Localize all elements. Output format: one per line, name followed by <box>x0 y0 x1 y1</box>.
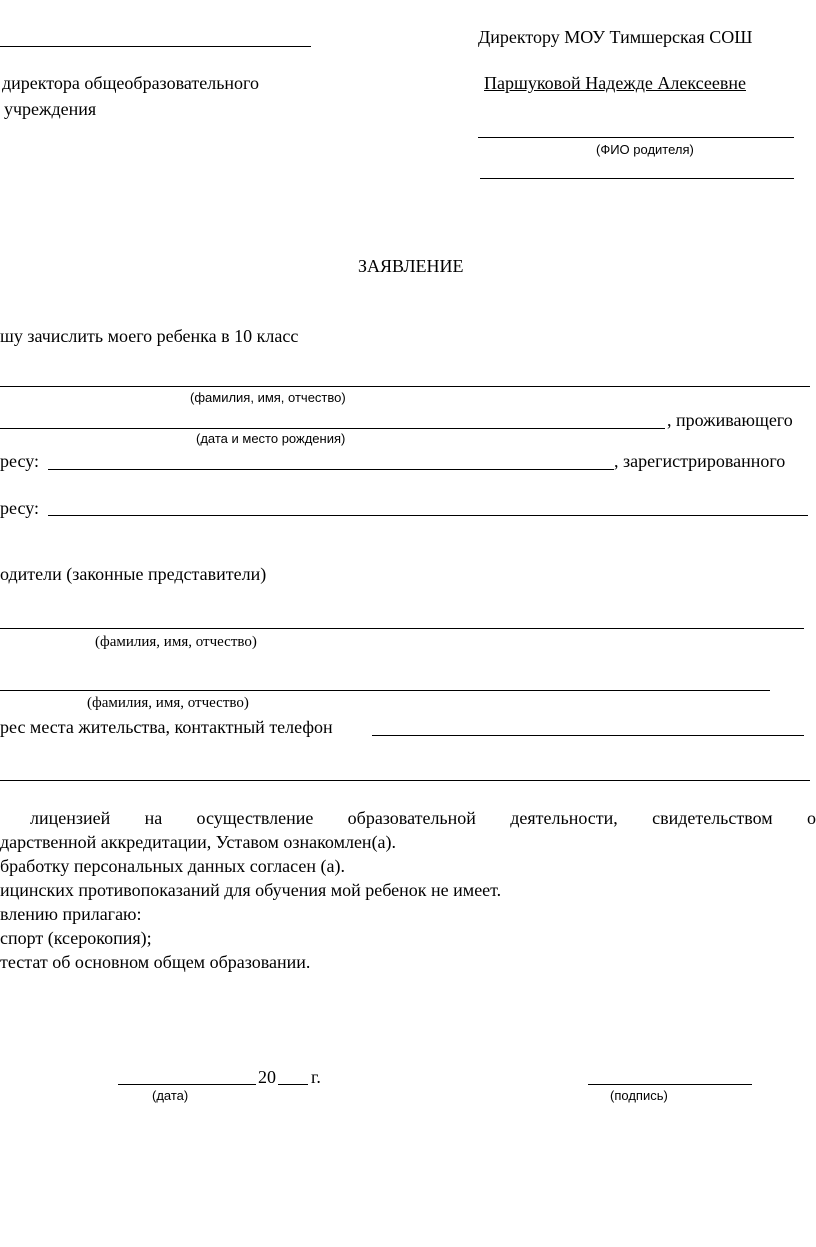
director-name: Паршуковой Надежде Алексеевне <box>484 73 746 93</box>
sender-line-1: директора общеобразовательного <box>2 73 259 93</box>
statement-line-5: влению прилагаю: <box>0 904 142 924</box>
birth-line <box>0 428 665 429</box>
statement-word: свидетельством <box>652 808 773 828</box>
year-suffix: г. <box>311 1067 321 1087</box>
parent2-line <box>0 690 770 691</box>
addressee: Директору МОУ Тимшерская СОШ <box>478 27 753 47</box>
statement-line-6: спорт (ксерокопия); <box>0 928 152 948</box>
parent-extra-line <box>480 178 794 179</box>
year-line <box>278 1084 308 1085</box>
parent-fio-line <box>478 137 794 138</box>
statement-word: о <box>807 808 816 828</box>
document-title: ЗАЯВЛЕНИЕ <box>358 256 464 276</box>
request-text: шу зачислить моего ребенка в 10 класс <box>0 326 299 346</box>
registered-text: , зарегистрированного <box>614 451 786 471</box>
sender-line-2: учреждения <box>4 99 97 119</box>
extra-line <box>0 780 810 781</box>
child-fio-line <box>0 386 810 387</box>
child-fio-caption: (фамилия, имя, отчество) <box>190 390 346 405</box>
contact-line <box>372 735 804 736</box>
statement-line-1 <box>30 807 816 829</box>
address-line-2 <box>48 515 808 516</box>
parent1-caption: (фамилия, имя, отчество) <box>95 634 257 650</box>
address-label: ресу: <box>0 451 39 471</box>
year-prefix: 20 <box>258 1067 276 1087</box>
parents-heading: одители (законные представители) <box>0 564 267 584</box>
parent2-caption: (фамилия, имя, отчество) <box>87 695 249 711</box>
statement-word: деятельности, <box>510 808 618 828</box>
date-caption: (дата) <box>152 1088 189 1103</box>
address-line <box>48 469 614 470</box>
signature-line <box>588 1084 752 1085</box>
statement-word: лицензией <box>30 808 111 828</box>
signature-caption: (подпись) <box>610 1088 668 1103</box>
statement-line-3: бработку персональных данных согласен (а). <box>0 856 345 876</box>
residing-text: , проживающего <box>667 410 793 430</box>
top-left-blank-line <box>0 46 311 47</box>
birth-caption: (дата и место рождения) <box>196 431 346 446</box>
statement-line-4: ицинских противопоказаний для обучения мой ребенок не имеет. <box>0 880 502 900</box>
address-label-2: ресу: <box>0 498 39 518</box>
statement-word: на <box>144 808 163 828</box>
parent-fio-caption: (ФИО родителя) <box>596 142 694 157</box>
statement-word: образовательной <box>347 808 476 828</box>
date-line <box>118 1084 256 1085</box>
contact-label: рес места жительства, контактный телефон <box>0 717 333 737</box>
statement-line-2: дарственной аккредитации, Уставом ознакомлен(а). <box>0 832 397 852</box>
statement-line-7: тестат об основном общем образовании. <box>0 952 311 972</box>
statement-word: осуществление <box>196 808 314 828</box>
parent1-line <box>0 628 804 629</box>
